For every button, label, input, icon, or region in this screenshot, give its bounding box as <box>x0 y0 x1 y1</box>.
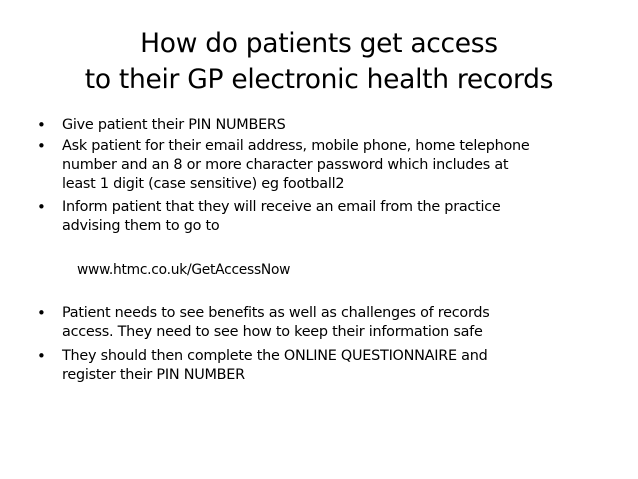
bullet-line: Give patient their PIN NUMBERS <box>62 117 286 133</box>
title-line-2: to their GP electronic health records <box>84 64 554 95</box>
bullet-marker: • <box>37 198 46 216</box>
bullet-line: register their PIN NUMBER <box>62 367 245 383</box>
title-line-1: How do patients get access <box>140 28 498 59</box>
bullet-marker: • <box>37 137 46 155</box>
bullet-text <box>62 137 632 194</box>
bullet-line: advising them to go to <box>62 218 220 234</box>
bullet-line: access. They need to see how to keep their information safe <box>62 324 483 340</box>
bullet-text <box>62 198 632 236</box>
bullet-marker: • <box>37 116 46 134</box>
bullet-line: Ask patient for their email address, mobile phone, home telephone <box>62 138 530 154</box>
bullet-line: Inform patient that they will receive an email from the practice <box>62 199 501 215</box>
bullet-line: Patient needs to see benefits as well as challenges of records <box>62 305 490 321</box>
bullet-text <box>62 347 632 385</box>
access-url: www.htmc.co.uk/GetAccessNow <box>77 262 291 278</box>
bullet-text <box>62 304 632 342</box>
bullet-line: They should then complete the ONLINE QUESTIONNAIRE and <box>62 348 488 364</box>
bullet-text <box>62 116 632 135</box>
bullet-line: least 1 digit (case sensitive) eg football2 <box>62 176 345 192</box>
bullet-line: number and an 8 or more character password which includes at <box>62 157 509 173</box>
bullet-marker: • <box>37 304 46 322</box>
bullet-marker: • <box>37 347 46 365</box>
